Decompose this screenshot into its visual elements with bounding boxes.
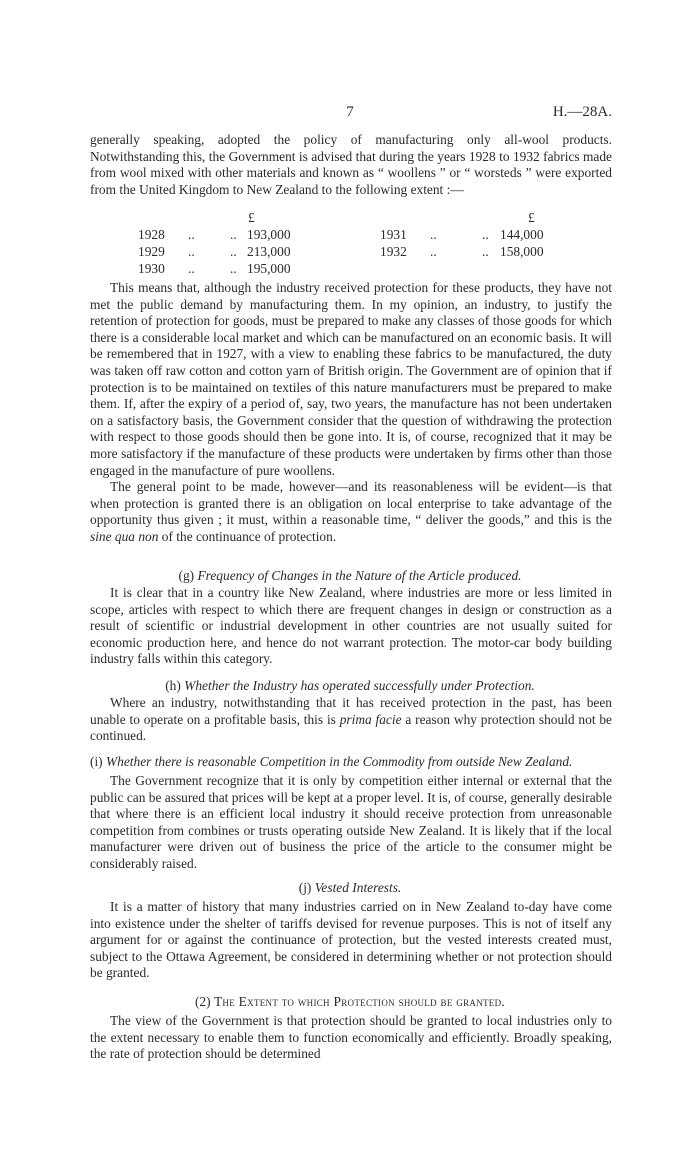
currency-symbol-right: £ <box>528 210 535 225</box>
heading-h: (h) Whether the Industry has operated successfully under Protection. <box>165 678 535 693</box>
body-section-a <box>90 280 612 546</box>
general-point-paragraph: The general point to be made, however—and its reasonableness will be evident—is that when protection is granted there is an obligation on local enterprise to take advantage of the opportunity thus given ; it must, within a reasonable time, “ deliver the goods,” and this is the sine qua non of the continuance of protection. <box>90 479 612 544</box>
section-g: It is clear that in a country like New Zealand, where industries are more or less limited in scope, articles with respect to which there are frequent changes in design or construction as a result of scientific or industrial development in other countries are not usually suited for economic production here, and hence do not warrant protection. The motor-car body building industry falls within this category. <box>90 585 612 667</box>
section-h: Where an industry, notwithstanding that it has received protection in the past, has been unable to operate on a profitable basis, this is prima facie a reason why protection should not be continued. <box>90 695 612 744</box>
heading-i: (i) Whether there is reasonable Competition in the Commodity from outside New Zealand. <box>90 754 573 769</box>
heading-g: (g) Frequency of Changes in the Nature of the Article produced. <box>178 568 522 583</box>
means-paragraph: This means that, although the industry received protection for these products, they have not met the public demand by manufacturing them. In my opinion, an industry, to justify the retention of protection for goods, must be prepared to make any classes of those goods for which there is a considerable local market and which can be manufactured on an economic basis. It will be remembered that in 1927, with a view to enabling these fabrics to be manufactured, the duty was taken off raw cotton and cotton yarn of British origin. The Government are of opinion that if protection is to be maintained on textiles of this nature manufacturers must be prepared to make them. If, after the expiry of a period of, say, two years, the manufacture has not been undertaken on a satisfactory basis, the Government consider that the question of withdrawing the protection with respect to those goods should then be gone into. It is, of course, recognized that it may be more satisfactory if the manufacture of these products were undertaken by firms other than those engaged in the manufacture of pure woollens. <box>90 280 612 478</box>
section-j: It is a matter of history that many industries carried on in New Zealand to-day have come into existence under the shelter of tariffs devised for revenue purposes. This is not of itself any argument for or against the continuance of protection, but the vested interests created must, subject to the Ottawa Agreement, be considered in determining whether or not protection should be granted. <box>90 899 612 981</box>
heading-section-2: (2) The Extent to which Protection should be granted. <box>194 994 506 1009</box>
page-number: 7 <box>346 104 354 120</box>
heading-j: (j) Vested Interests. <box>298 880 402 895</box>
section-2: The view of the Government is that protection should be granted to local industries only to the extent necessary to enable them to function economically and efficiently. Broadly speaking, the rate of protection should be determined <box>90 1013 612 1062</box>
currency-symbol-left: £ <box>248 210 255 225</box>
table-row: 1929 .. .. 213,000 1932 .. .. 158,000 <box>138 244 544 259</box>
table-row: 1930 .. .. 195,000 <box>138 261 291 276</box>
document-reference: H.—28A. <box>552 104 612 120</box>
intro-paragraph <box>90 132 612 198</box>
intro-text: generally speaking, adopted the policy of manufacturing only all-wool products. Notwithstanding this, the Government is advised that during the years 1928 to 1932 fabrics made from wool mixed with other materials and known as “ woollens ” or “ worsteds ” were exported from the United Kingdom to New Zealand to the following extent :— <box>90 132 612 197</box>
section-i: The Government recognize that it is only by competition either internal or external that the public can be assured that prices will be kept at a proper level. It is, of course, generally desirable that where there is an efficient local industry it should receive protection from unreasonable competition from combines or trusts operating outside New Zealand. It is likely that if the local manufacturer were driven out of business the price of the article to the consumer might be considerably raised. <box>90 773 612 871</box>
table-row: 1928 .. .. 193,000 1931 .. .. 144,000 <box>138 227 544 242</box>
